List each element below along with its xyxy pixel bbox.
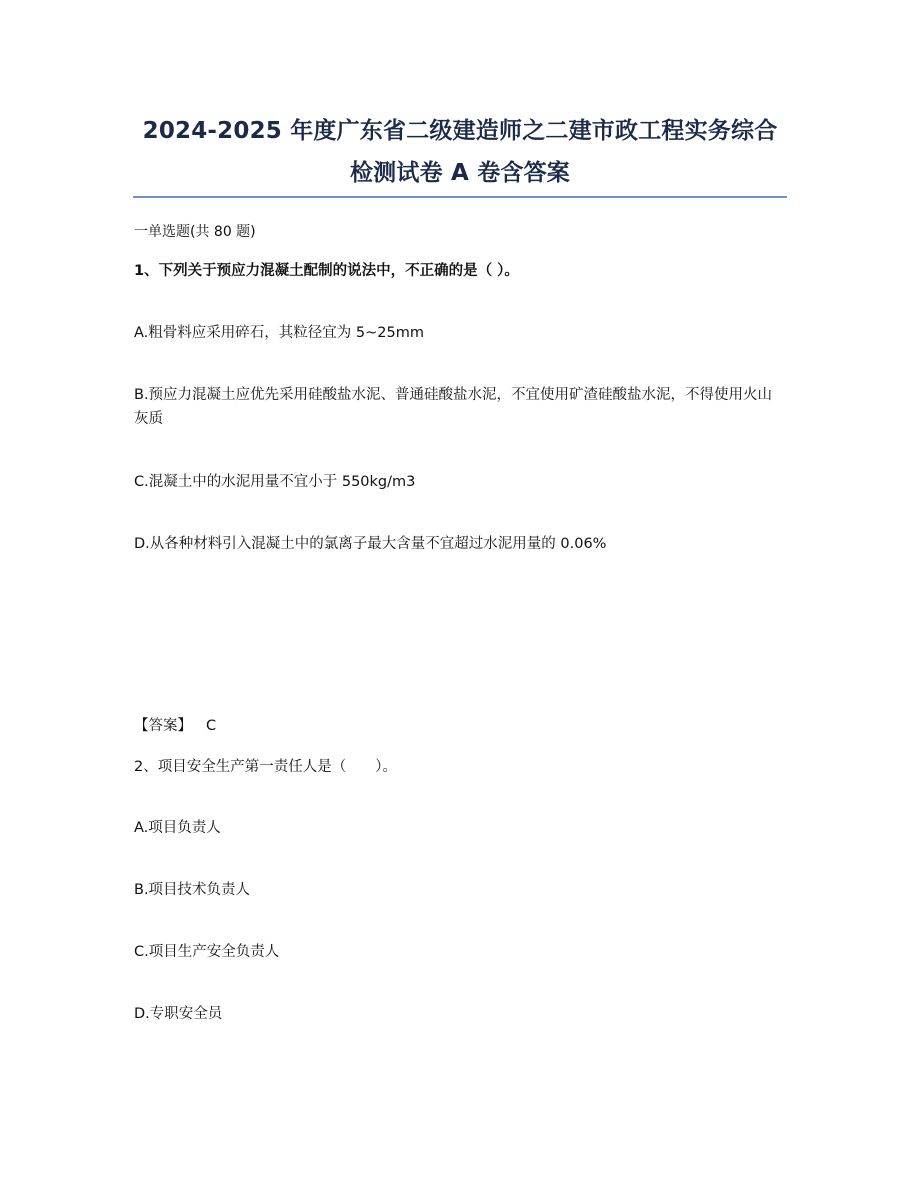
document-title-line-2: 检测试卷 A 卷含答案	[349, 160, 570, 186]
question-1-option-c: C.混凝土中的水泥用量不宜小于 550kg/m3	[134, 474, 416, 490]
question-1-option-b: B.预应力混凝土应优先采用硅酸盐水泥、普通硅酸盐水泥，不宜使用矿渣硅酸盐水泥，不得使用火山灰质	[134, 387, 773, 427]
question-1-option-d: D.从各种材料引入混凝土中的氯离子最大含量不宜超过水泥用量的 0.06%	[134, 536, 607, 552]
question-2-option-d: D.专职安全员	[134, 1006, 223, 1022]
question-1-option-a: A.粗骨料应采用碎石，其粒径宜为 5~25mm	[134, 325, 424, 341]
answer-value: C	[206, 718, 217, 734]
document-title-line-1: 2024-2025 年度广东省二级建造师之二建市政工程实务综合	[142, 118, 778, 144]
question-2-option-a: A.项目负责人	[134, 820, 221, 836]
question-2-stem: 2、项目安全生产第一责任人是（ ）。	[134, 759, 397, 775]
question-1-answer	[134, 714, 216, 738]
question-1-stem: 1、下列关于预应力混凝土配制的说法中，不正确的是（ ）。	[134, 263, 519, 279]
answer-label: 【答案】	[134, 718, 192, 734]
section-heading: 一单选题(共 80 题)	[134, 224, 256, 240]
title-divider	[133, 196, 787, 198]
question-2-option-c: C.项目生产安全负责人	[134, 944, 280, 960]
question-2-option-b: B.项目技术负责人	[134, 882, 251, 898]
